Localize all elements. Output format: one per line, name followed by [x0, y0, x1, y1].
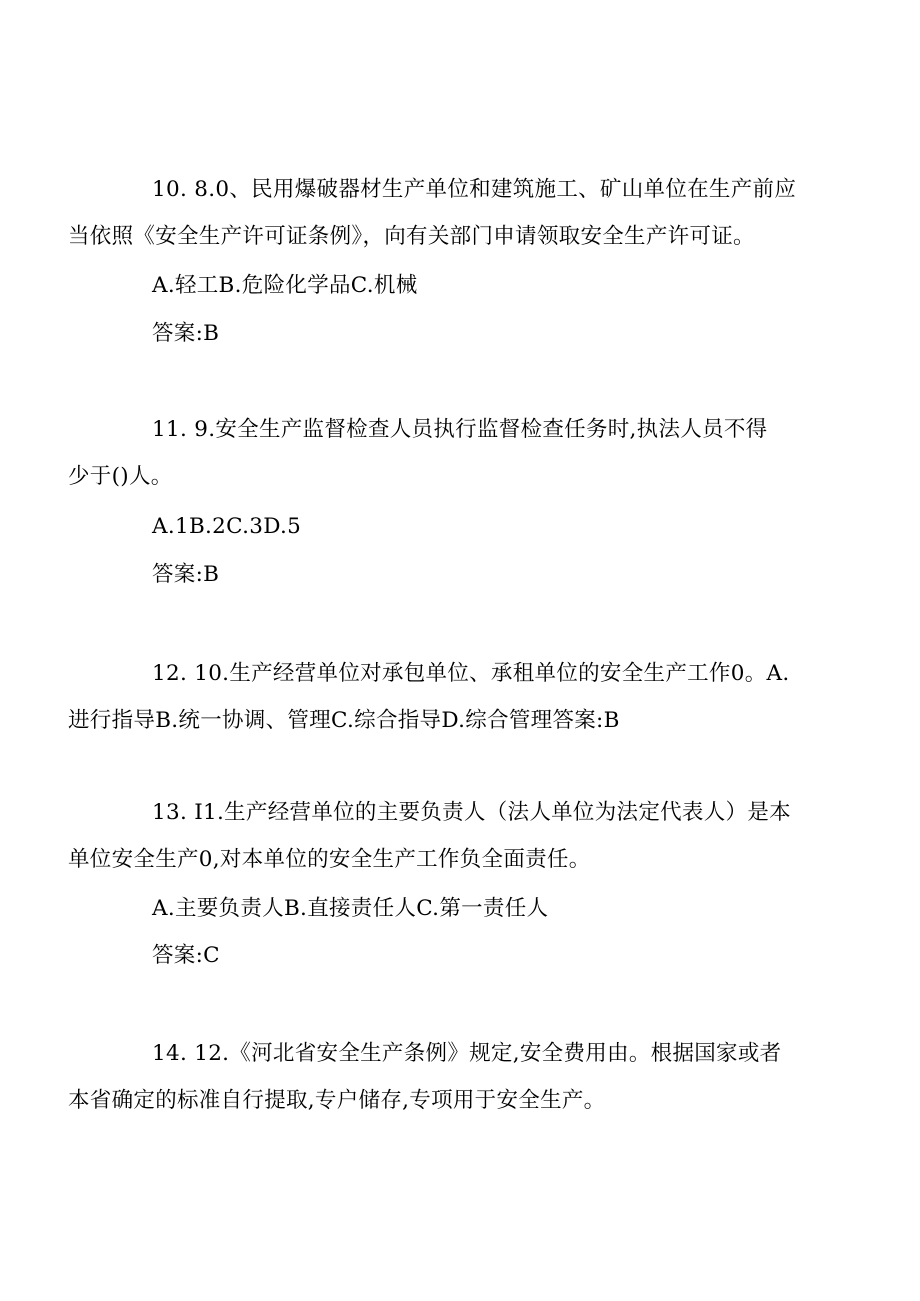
question-13-line-1: 13. I1.生产经营单位的主要负责人（法人单位为法定代表人）是本	[152, 800, 791, 825]
question-11	[68, 406, 832, 500]
question-13	[68, 789, 832, 883]
question-10-answer: 答案:B	[152, 321, 220, 346]
question-14	[68, 1030, 832, 1124]
question-11-options: A.1B.2C.3D.5	[152, 514, 302, 539]
question-10-options: A.轻工B.危险化学品C.机械	[152, 273, 418, 298]
question-14-line-1: 14. 12.《河北省安全生产条例》规定,安全费用由。根据国家或者	[152, 1041, 782, 1066]
question-13-answer: 答案:C	[152, 943, 220, 968]
question-10-line-1: 10. 8.0、民用爆破器材生产单位和建筑施工、矿山单位在生产前应	[152, 177, 797, 202]
question-10-line-2: 当依照《安全生产许可证条例》，向有关部门申请领取安全生产许可证。	[68, 224, 755, 249]
question-12-line-2: 进行指导B.统一协调、管理C.综合指导D.综合管理答案:B	[68, 708, 620, 733]
question-13-line-2: 单位安全生产0,对本单位的安全生产工作负全面责任。	[68, 847, 591, 872]
question-14-line-2: 本省确定的标准自行提取,专户储存,专项用于安全生产。	[68, 1088, 606, 1113]
question-13-options: A.主要负责人B.直接责任人C.第一责任人	[152, 896, 549, 921]
question-11-answer: 答案:B	[152, 562, 220, 587]
question-10	[68, 166, 832, 260]
question-11-line-2: 少于()人。	[68, 464, 173, 489]
question-12	[68, 650, 832, 744]
question-11-line-1: 11. 9.安全生产监督检查人员执行监督检查任务时,执法人员不得	[152, 417, 768, 442]
question-12-line-1: 12. 10.生产经营单位对承包单位、承租单位的安全生产工作0。A.	[152, 661, 790, 686]
